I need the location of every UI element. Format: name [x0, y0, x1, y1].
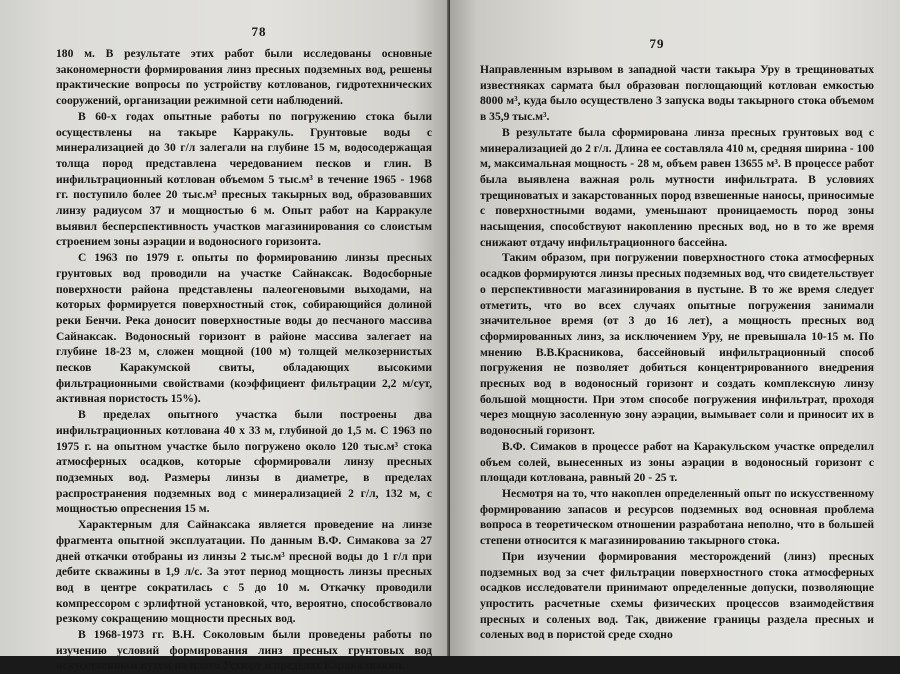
left-page: [0, 0, 450, 673]
paragraph: 180 м. В результате этих работ были исследованы основные закономерности формирования линз пресных подземных вод, решены практические вопросы по устройству котлованов, гидротехнических сооружений, организации режимной сети наблюдений.: [56, 47, 432, 108]
paragraph: Таким образом, при погружении поверхностного стока атмосферных осадков формируются линзы пресных подземных вод, что свидетельствует о перспективности магазинирования в пустыне. В то же время следует отметить, что во всех случаях опытные погружения занимали значительное время (от 3 до 16 лет), а мощность пресных вод сформированных линз, за исключением Уру, не превышала 10-15 м. По мнению В.В.Красникова, бассейновый инфильтрационный способ погружения не позволяет добиться концентрированного внедрения пресных вод в водоносный горизонт и создать комплексную линзу большой мощности. При этом способе погружения инфильтрат, проходя через мощную засоленную зону аэрации, вымывает соли и приносит их в водоносный горизонт.: [480, 251, 874, 438]
paragraph: В пределах опытного участка были построены два инфильтрационных котлована 40 х 33 м, глубиной до 1,5 м. С 1963 по 1975 г. на опытном участке было погружено около 120 тыс.м³ стока атмосферных осадков, которые сформировали линзу пресных подземных вод. Размеры линзы в диаметре, в пределах распространения подземных вод с минерализацией 2 г/л, 132 м, с мощностью опреснения 15 м.: [56, 408, 432, 516]
paragraph: Направленным взрывом в западной части такыра Уру в трещиноватых известняках сармата был образован поглощающий котлован емкостью 8000 м³, куда было осуществлено 3 запуска воды такырного стока объемом в 35,9 тыс.м³.: [480, 63, 874, 124]
paragraph: В 60-х годах опытные работы по погружению стока были осуществлены на такыре Карракуль. Грунтовые воды с минерализацией до 30 г/л залегали на глубине 15 м, водосодержащая толща пород представлена чередованием песков и глин. В инфильтрационный котлован объемом 5 тыс.м³ в течение 1965 - 1968 гг. поступило более 20 тыс.м³ пресных такырных вод, образовавших линзу радиусом 37 и мощностью 6 м. Опыт работ на Карракуле выявил бесперспективность участков магазинирования со слоистым строением зоны аэрации и водоносного горизонта.: [56, 109, 432, 249]
page-number-right: 79: [649, 36, 665, 51]
paragraph: Несмотря на то, что накоплен определенный опыт по искусственному формированию запасов и ресурсов подземных вод основная проблема вопроса в теоретическом отношении разработана неполно, что в большей степени относится к магазинированию такырного стока.: [480, 486, 874, 548]
paragraph: С 1963 по 1979 г. опыты по формированию линзы пресных грунтовых вод проводили на участке Сайнаксак. Водосборные поверхности района представлены палеогеновыми выходами, на которых формируется поверхностный сток, собирающийся долиной реки Бенчи. Река доносит поверхностные воды до песчаного массива Сайнаксак. Водоносный горизонт в районе массива залегает на глубине 18-23 м, сложен мощной (100 м) толщей мелкозернистых песков Каракумской свиты, обладающих высокими фильтрационными свойствами (коэффициент фильтрации 2,2 м/сут, активная пористость 15%).: [56, 251, 432, 406]
paragraph: При изучении формирования месторождений (линз) пресных подземных вод за счет фильтрации поверхностного стока атмосферных осадков исследователи принимают определенные допуски, позволяющие упростить расчетные схемы физических процессов взаимодействия пресных и соленых вод. Так, движение границы раздела пресных и соленых вод в пористой среде сходно: [480, 549, 874, 642]
left-page-text: [56, 46, 432, 674]
right-page-text: [480, 62, 874, 643]
paragraph: В результате была сформирована линза пресных грунтовых вод с минерализацией до 2 г/л. Длина ее составляла 410 м, средняя ширина - 100 м, максимальная мощность - 28 м, объем равен 13655 м³. В процессе работ была выявлена важная роль мутности инфильтрата. В условиях трещиноватых и закарстованных пород взвешенные наносы, приносимые с поверхностными водами, уменьшают проницаемость пород зоны насыщения, способствуют накоплению пресных вод, но в то же время снижают отдачу инфильтрационного бассейна.: [480, 125, 874, 249]
paragraph: В 1968-1973 гг. В.Н. Соколовым были проведены работы по изучению условий формирования линз пресных грунтовых вод искусственным путем на плато Устюрт в пределах Каракалпакии.: [56, 628, 432, 673]
right-page: [450, 0, 900, 656]
page-number-left: 78: [251, 24, 267, 39]
paragraph: В.Ф. Симаков в процессе работ на Каракульском участке определил объем солей, вынесенных из зоны аэрации в водоносный горизонт с площади котлована, равный 20 - 25 т.: [480, 439, 874, 485]
paragraph: Характерным для Сайнаксака является проведение на линзе фрагмента опытной эксплуатации. По данным В.Ф. Симакова за 27 дней откачки отобраны из линзы 2 тыс.м³ пресной воды до 1 г/л при дебите скважины в 1,9 л/с. За этот период мощность линзы пресных вод в центре сократилась с 5 до 10 м. Откачку проводили компрессором с эрлифтной установкой, что, вероятно, способствовало резкому сокращению мощности пресных вод.: [56, 518, 432, 626]
